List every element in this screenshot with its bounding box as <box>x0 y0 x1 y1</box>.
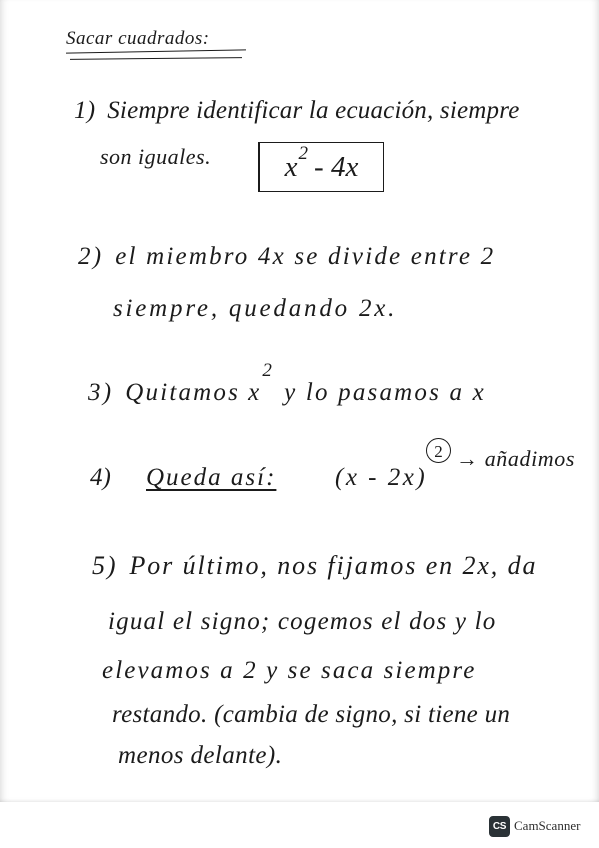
step-1-number: 1) <box>74 97 96 124</box>
camscanner-logo-icon: CS <box>489 816 510 837</box>
boxed-expression <box>258 142 384 192</box>
step-5-line-1 <box>92 551 537 581</box>
camscanner-label: CamScanner <box>514 818 581 833</box>
step-4-number: 4) <box>90 464 111 491</box>
step-2-line-1 <box>78 242 495 272</box>
step-5-line-3: elevamos a 2 y se saca siempre <box>102 657 477 684</box>
step-2-line-2: siempre, quedando 2x. <box>113 295 398 322</box>
step-3-base: x <box>248 379 262 406</box>
step-4-note: → añadimos <box>456 446 576 471</box>
step-2-text: el miembro 4x se divide entre 2 <box>115 243 496 270</box>
step-3-text-after: y lo pasamos a x <box>284 379 486 406</box>
step-3-text-before: Quitamos <box>125 379 241 406</box>
step-5-line-5: menos delante). <box>118 742 283 769</box>
step-4-expression: (x - 2x) <box>335 464 428 491</box>
boxed-expression-exponent: 2 <box>298 143 309 164</box>
boxed-expression-base: x <box>284 150 298 183</box>
circled-exponent: 2 <box>426 438 451 463</box>
step-5-line-2: igual el signo; cogemos el dos y lo <box>108 608 497 635</box>
step-1-line-2: son iguales. <box>100 144 212 169</box>
step-3-line <box>88 360 486 410</box>
step-1-text: Siempre identificar la ecuación, siempre <box>107 97 520 124</box>
step-3-number: 3) <box>88 379 114 406</box>
step-3-exponent: 2 <box>262 360 275 381</box>
step-5-line-4: restando. (cambia de signo, si tiene un <box>112 701 511 728</box>
step-1-line-1 <box>74 96 520 126</box>
step-5-text: Por último, nos fijamos en 2x, da <box>129 551 538 580</box>
step-5-number: 5) <box>92 551 118 580</box>
step-2-number: 2) <box>78 243 104 270</box>
boxed-expression-rest: - 4x <box>314 150 359 183</box>
page-title: Sacar cuadrados: <box>66 28 210 49</box>
step-4-label: Queda así: <box>146 464 277 491</box>
